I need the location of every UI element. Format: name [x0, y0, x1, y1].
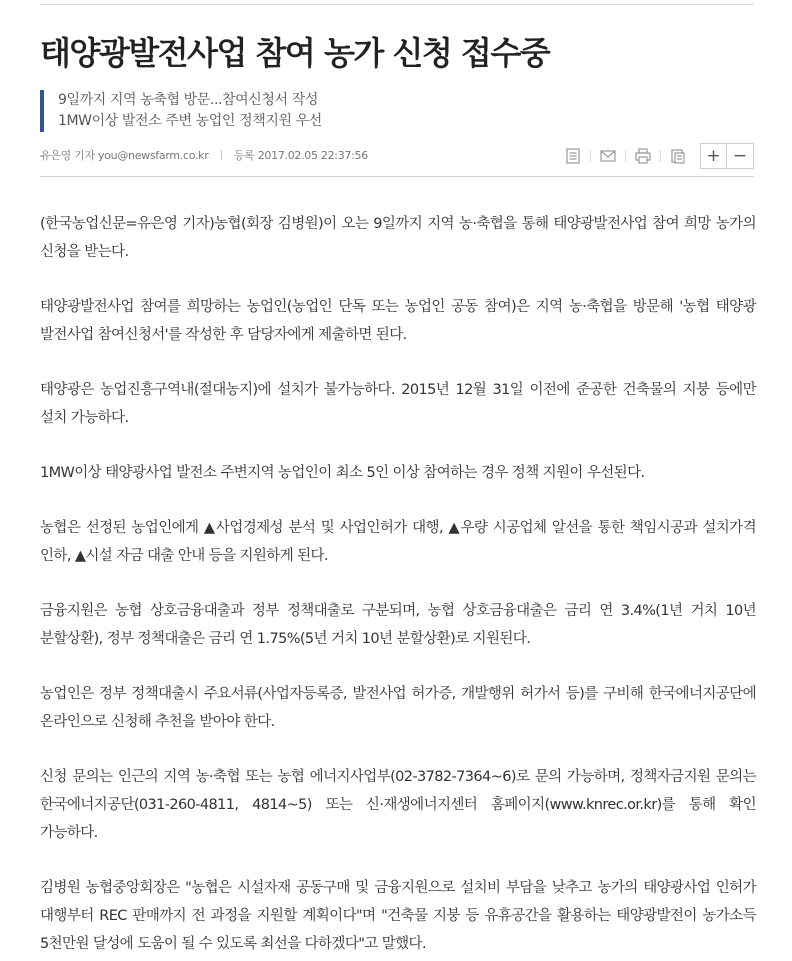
meta-divider: [40, 176, 754, 177]
scrap-icon: [669, 147, 687, 165]
paragraph-8: 신청 문의는 인근의 지역 농·축협 또는 농협 에너지사업부(02-3782-7364~6)로 문의 가능하며, 정책자금지원 문의는 한국에너지공단(031-260-4811, 4814~5) 또는 신·재생에너지센터 홈페이지(www.knrec.or.kr)를 통해 확인 가능하다.: [40, 769, 756, 841]
author-email[interactable]: you@newsfarm.co.kr: [98, 149, 209, 162]
paragraph-9: 김병원 농협중앙회장은 "농협은 시설자재 공동구매 및 금융지원으로 설치비 부담을 낮추고 농가의 태양광사업 인허가 대행부터 REC 판매까지 전 과정을 지원할 계획이다"며 "건축물 지붕 등 유휴공간을 활용하는 태양광발전이 농가소득 5천만원 달성에 도움이 될 수 있도록 최선을 다하겠다"고 말했다.: [40, 880, 756, 952]
paragraph-3: 태양광은 농업진흥구역내(절대농지)에 설치가 불가능하다. 2015년 12월 31일 이전에 준공한 건축물의 지붕 등에만 설치 가능하다.: [40, 382, 756, 426]
tool-separator: [660, 150, 661, 162]
paragraph-2: 태양광발전사업 참여를 희망하는 농업인(농업인 단독 또는 농업인 공동 참여)은 지역 농·축협을 방문해 '농협 태양광 발전사업 참여신청서'를 작성한 후 담당자에게 제출하면 된다.: [40, 299, 756, 343]
print-icon: [634, 147, 652, 165]
subtitle-1: 9일까지 지역 농축협 방문...참여신청서 작성: [58, 92, 318, 108]
article-meta: [40, 148, 368, 164]
list-button[interactable]: [559, 143, 587, 169]
email-icon: [599, 147, 617, 165]
paragraph-5: 농협은 선정된 농업인에게 ▲사업경제성 분석 및 사업인허가 대행, ▲우량 시공업체 알선을 통한 책임시공과 설치가격 인하, ▲시설 자금 대출 안내 등을 지원하게 된다.: [40, 520, 756, 564]
tool-separator: [590, 150, 591, 162]
paragraph-7: 농업인은 정부 정책대출시 주요서류(사업자등록증, 발전사업 허가증, 개발행위 허가서 등)를 구비해 한국에너지공단에 온라인으로 신청해 추천을 받아야 한다.: [40, 686, 756, 730]
article-subtitles: [40, 90, 322, 132]
subtitle-2: 1MW이상 발전소 주변 농업인 정책지원 우선: [58, 113, 322, 129]
font-decrease-button[interactable]: −: [727, 143, 754, 169]
top-divider: [40, 4, 754, 5]
article-body: [40, 210, 756, 961]
publish-date: 2017.02.05 22:37:56: [257, 149, 368, 162]
paragraph-1: (한국농업신문=유은영 기자)농협(회장 김병원)이 오는 9일까지 지역 농·축협을 통해 태양광발전사업 참여 희망 농가의 신청을 받는다.: [40, 216, 756, 260]
paragraph-6: 금융지원은 농협 상호금융대출과 정부 정책대출로 구분되며, 농협 상호금융대출은 금리 연 3.4%(1년 거치 10년 분할상환), 정부 정책대출은 금리 연 1.75%(5년 거치 10년 분할상환)로 지원된다.: [40, 603, 756, 647]
date-label: 등록: [233, 149, 255, 162]
author-name: 유은영 기자: [40, 149, 95, 162]
paragraph-4: 1MW이상 태양광사업 발전소 주변지역 농업인이 최소 5인 이상 참여하는 경우 정책 지원이 우선된다.: [40, 465, 645, 481]
font-increase-button[interactable]: +: [700, 143, 727, 169]
meta-separator: [221, 150, 222, 160]
article-title: 태양광발전사업 참여 농가 신청 접수중: [40, 34, 550, 72]
list-icon: [564, 147, 582, 165]
scrap-button[interactable]: [664, 143, 692, 169]
print-button[interactable]: [629, 143, 657, 169]
email-button[interactable]: [594, 143, 622, 169]
tool-separator: [625, 150, 626, 162]
font-size-controls: [700, 143, 754, 169]
article-toolbar: [559, 143, 754, 169]
